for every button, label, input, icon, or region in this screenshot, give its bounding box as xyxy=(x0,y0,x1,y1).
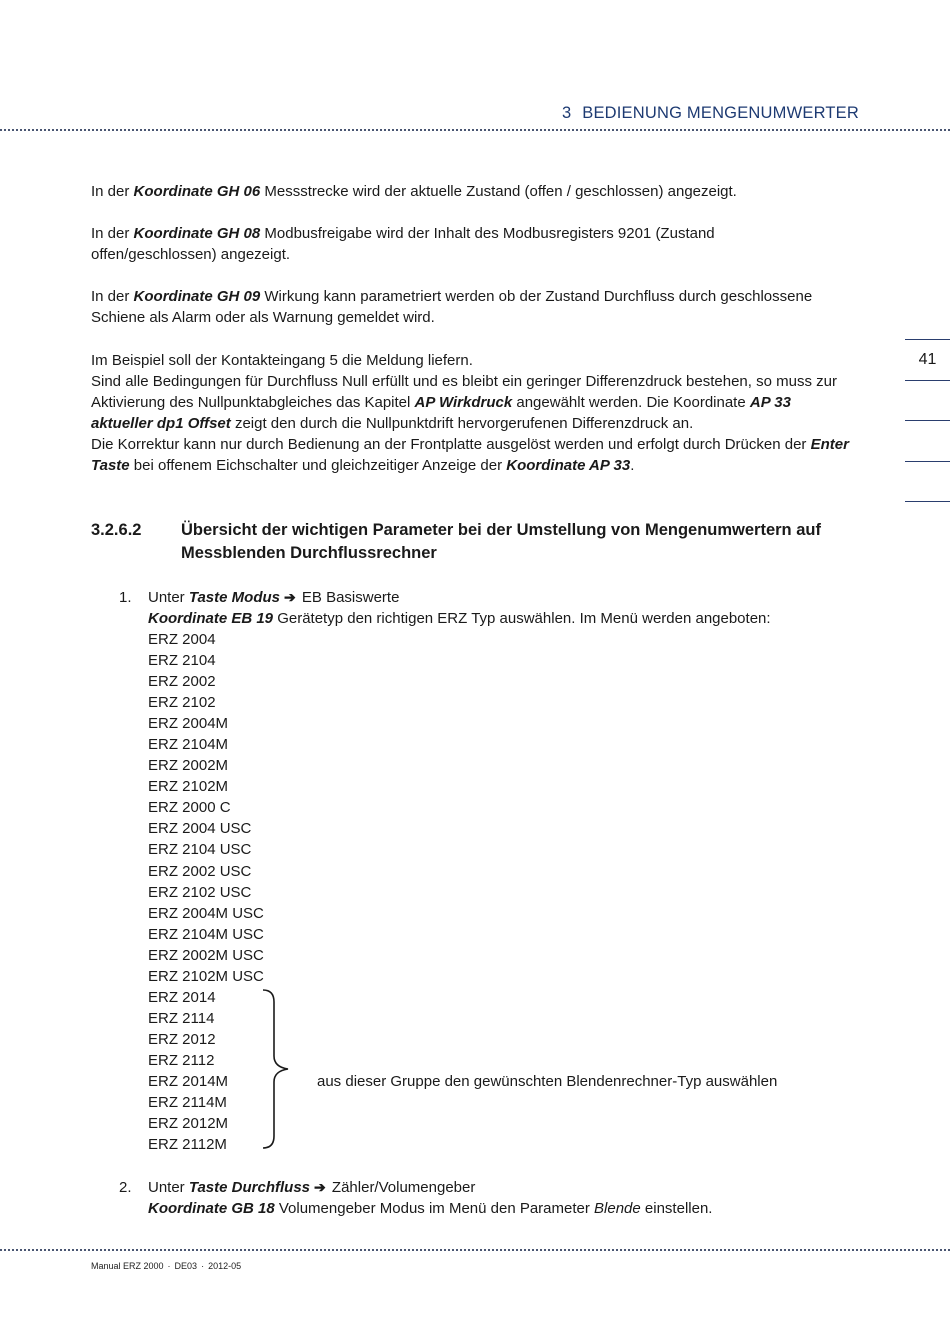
text-span: angewählt werden. Die Koordinate xyxy=(512,394,750,411)
erz-type-item: ERZ 2102M xyxy=(148,778,229,796)
text-span: Unter xyxy=(148,1179,189,1196)
page-footer xyxy=(91,1261,241,1271)
step-detail xyxy=(148,608,848,629)
arrow-right-icon: ➔ xyxy=(314,1179,326,1195)
coordinate-ref: AP 33 aktueller dp1 Offset xyxy=(91,394,791,432)
side-rule xyxy=(905,461,950,462)
chapter-number: 3 xyxy=(562,104,572,122)
footer-separator: · xyxy=(201,1261,205,1271)
text-span: zeigt den durch die Nullpunktdrift hervorgerufenen Differenzdruck an. xyxy=(230,415,694,432)
text-span: einstellen. xyxy=(640,1200,713,1217)
erz-type-item: ERZ 2002M xyxy=(148,757,229,775)
erz-type-item: ERZ 2102M USC xyxy=(148,967,264,985)
chapter-ref: AP Wirkdruck xyxy=(414,394,513,411)
key-ref: Taste Durchfluss xyxy=(188,1179,311,1196)
erz-type-item: ERZ 2104M USC xyxy=(148,925,264,943)
parameter-value: Blende xyxy=(594,1200,641,1217)
step-marker: 1. xyxy=(119,589,132,606)
text-span: Modbusfreigabe wird der Inhalt des Modbusregisters 9201 (Zustand offen/geschlossen) angezeigt. xyxy=(91,225,715,263)
erz-type-item: ERZ 2014M xyxy=(148,1072,229,1090)
erz-type-item: ERZ 2114M xyxy=(148,1094,227,1112)
paragraph-gh09 xyxy=(91,286,851,328)
header-divider xyxy=(0,129,950,131)
text-span: bei offenem Eichschalter und gleichzeitiger Anzeige der xyxy=(129,457,507,474)
erz-type-item: ERZ 2104 xyxy=(148,652,216,670)
coordinate-ref: Koordinate GH 08 xyxy=(133,225,261,242)
text-span: Die Korrektur kann nur durch Bedienung an der Frontplatte ausgelöst werden und erfolgt durch Drücken der xyxy=(91,436,811,453)
correction-sentence xyxy=(91,434,851,476)
footer-manual: Manual ERZ 2000 xyxy=(91,1261,164,1271)
erz-type-item: ERZ 2014 xyxy=(148,988,216,1006)
paragraph-example xyxy=(91,350,851,476)
zero-adjust-sentence xyxy=(91,371,851,434)
erz-type-item: ERZ 2012 xyxy=(148,1030,216,1048)
footer-separator: · xyxy=(167,1261,171,1271)
footer-date: 2012-05 xyxy=(208,1261,242,1271)
page-number: 41 xyxy=(918,351,937,368)
erz-type-item: ERZ 2004M USC xyxy=(148,904,264,922)
text-span: Unter xyxy=(148,589,189,606)
coordinate-ref: Koordinate EB 19 xyxy=(148,610,274,627)
text-span: . xyxy=(630,457,635,474)
text-span: Sind alle Bedingungen für Durchfluss Null erfüllt und es bleibt ein geringer Differenzdruck bestehen, so muss zur Aktivierung des Nullpunktabgleiches das Kapitel xyxy=(91,373,837,411)
erz-type-item: ERZ 2102 xyxy=(148,694,216,712)
erz-type-item: ERZ 2004 USC xyxy=(148,820,252,838)
side-rule xyxy=(905,501,950,502)
footer-divider xyxy=(0,1249,950,1251)
side-rule xyxy=(905,339,950,340)
step-detail xyxy=(148,1198,848,1219)
step-instruction xyxy=(148,587,848,608)
key-ref: Enter Taste xyxy=(91,436,849,474)
erz-type-item: ERZ 2112 xyxy=(148,1051,215,1069)
step-marker: 2. xyxy=(119,1179,132,1196)
text-span: Messstrecke wird der aktuelle Zustand (offen / geschlossen) angezeigt. xyxy=(260,183,737,200)
erz-type-item: ERZ 2102 USC xyxy=(148,883,252,901)
erz-type-list xyxy=(148,629,264,1155)
side-rule xyxy=(905,380,950,381)
text-span: Wirkung kann parametriert werden ob der Zustand Durchfluss durch geschlossene Schiene als Alarm oder als Warnung gemeldet wird. xyxy=(91,288,813,326)
erz-type-item: ERZ 2002M USC xyxy=(148,946,264,964)
text-span: Volumengeber Modus im Menü den Parameter xyxy=(274,1200,595,1217)
section-title: Übersicht der wichtigen Parameter bei der Umstellung von Mengenumwertern auf Messblenden Durchflussrechner xyxy=(181,521,821,562)
menu-target: Zähler/Volumengeber xyxy=(327,1179,476,1196)
side-rule xyxy=(905,420,950,421)
paragraph-gh06 xyxy=(91,181,851,202)
chapter-header xyxy=(562,104,859,123)
erz-type-item: ERZ 2002 xyxy=(148,673,216,691)
erz-type-item: ERZ 2004M xyxy=(148,715,229,733)
text-span: In der xyxy=(91,225,134,242)
erz-type-item: ERZ 2112M xyxy=(148,1136,227,1154)
coordinate-ref: Koordinate GB 18 xyxy=(148,1200,275,1217)
chapter-title: BEDIENUNG MENGENUMWERTER xyxy=(582,104,859,122)
erz-type-item: ERZ 2004 xyxy=(148,631,216,648)
erz-type-item: ERZ 2000 C xyxy=(148,799,231,817)
step-instruction xyxy=(148,1177,848,1198)
paragraph-gh08 xyxy=(91,223,771,265)
menu-target: EB Basiswerte xyxy=(297,589,400,606)
erz-type-item: ERZ 2104 USC xyxy=(148,841,252,859)
coordinate-ref: Koordinate GH 06 xyxy=(133,183,261,200)
section-number: 3.2.6.2 xyxy=(91,521,142,539)
key-ref: Taste Modus xyxy=(188,589,280,606)
example-line: Im Beispiel soll der Kontakteingang 5 die Meldung liefern. xyxy=(91,352,473,369)
erz-type-item: ERZ 2002 USC xyxy=(148,862,252,880)
curly-brace-icon xyxy=(258,988,294,1150)
text-span: In der xyxy=(91,288,134,305)
group-note: aus dieser Gruppe den gewünschten Blendenrechner-Typ auswählen xyxy=(317,1073,778,1090)
erz-type-item: ERZ 2012M xyxy=(148,1115,229,1133)
text-span: Gerätetyp den richtigen ERZ Typ auswählen. Im Menü werden angeboten: xyxy=(273,610,771,627)
coordinate-ref: Koordinate GH 09 xyxy=(133,288,261,305)
erz-type-item: ERZ 2114 xyxy=(148,1009,215,1027)
arrow-right-icon: ➔ xyxy=(283,589,296,605)
text-span: In der xyxy=(91,183,134,200)
erz-type-item: ERZ 2104M xyxy=(148,736,229,754)
footer-doc: DE03 xyxy=(174,1261,198,1271)
coordinate-ref: Koordinate AP 33 xyxy=(506,457,631,474)
